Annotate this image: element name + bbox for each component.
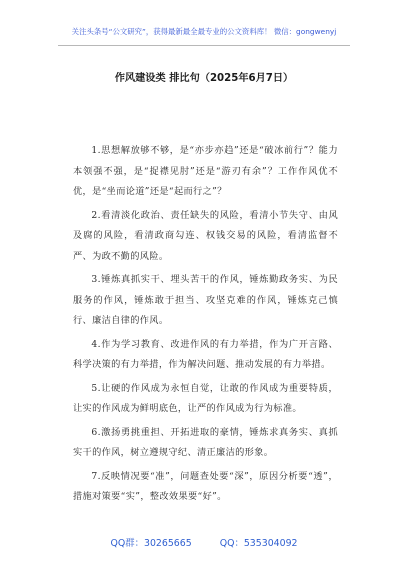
header-note: 关注头条号“公文研究”，获得最新最全最专业的公文资料库！ 微信：gongwenyj xyxy=(71,27,337,36)
document-body xyxy=(73,141,338,511)
footer-qq-group: QQ群：30265665 xyxy=(110,538,192,549)
paragraph-3: 3.锤炼真抓实干、埋头苦干的作风，锤炼勤政务实、为民服务的作风，锤炼敢于担当、攻坚克难的作风，锤炼克己慎行、廉洁自律的作风。 xyxy=(73,274,338,326)
footer-qq: QQ：535304092 xyxy=(219,538,298,549)
paragraph-2: 2.看清淡化政治、责任缺失的风险，看清小节失守、由风及腐的风险，看清政商勾连、权钱交易的风险，看清监督不严、为政不勤的风险。 xyxy=(73,209,338,262)
paragraph-7: 7.反映情况要“准”，问题查处要“深”，原因分析要“透”，措施对策要“实”，整改效果要“好”。 xyxy=(73,470,338,502)
paragraph-5: 5.让硬的作风成为永恒自觉，让敢的作风成为重要特质，让实的作风成为鲜明底色，让严的作风成为行为标准。 xyxy=(73,382,338,414)
footer-contact xyxy=(0,535,408,549)
paragraph-1: 1.思想解放够不够，是“亦步亦趋”还是“破冰前行”？能力本领强不强，是“捉襟见肘”还是“游刃有余”？工作作风优不优，是“坐而论道”还是“起而行之”？ xyxy=(73,145,338,197)
document-title: 作风建设类 排比句（2025年6月7日） xyxy=(114,73,294,84)
paragraph-4: 4.作为学习教育、改进作风的有力举措，作为广开言路、科学决策的有力举措，作为解决问题、推动发展的有力举措。 xyxy=(73,338,338,370)
paragraph-6: 6.激扬勇挑重担、开拓进取的豪情，锤炼求真务实、真抓实干的作风，树立遵规守纪、清正廉洁的形象。 xyxy=(73,426,338,458)
header-divider xyxy=(58,45,350,46)
